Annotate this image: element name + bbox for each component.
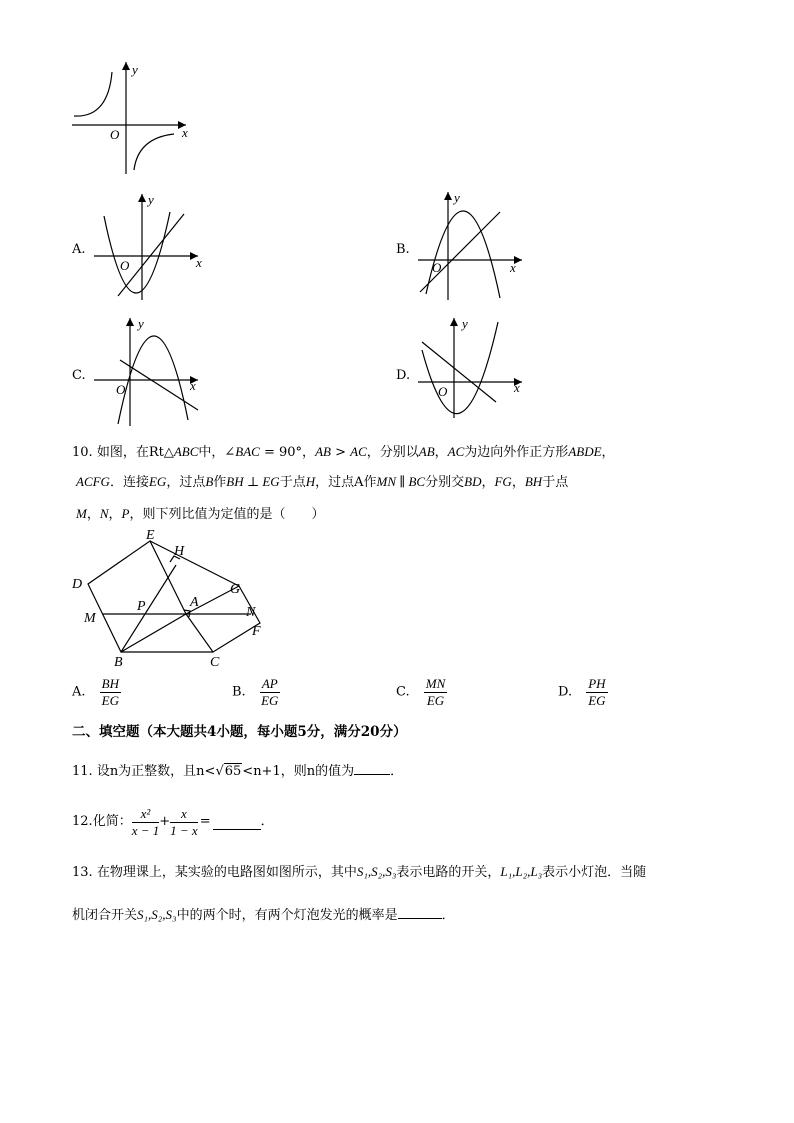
q10-option-a[interactable]: A. $\frac{BH}{EG}$ [72,676,120,708]
q10-option-d[interactable]: D. $\frac{PH}{EG}$ [558,676,606,708]
option-b-label: B. [396,242,410,257]
svg-text:B: B [114,655,123,670]
svg-text:x: x [514,380,520,395]
q10-geometry-figure [66,528,286,676]
q10-line-1: 10. 如图，在Rt△ABC中，∠BAC = 90°，AB > AC，分别以AB，AC为边向外作正方形ABDE， [72,444,615,460]
svg-text:y: y [138,316,144,331]
svg-text:D: D [72,577,83,592]
option-c-graph [88,312,208,430]
y-axis-label: y [132,62,138,77]
svg-text:x: x [190,378,196,393]
q12: 12. 化简： $\frac{\text{x²}}{x - 1}$ + $\frac{x}{1 - x}$ = ． [72,805,274,838]
q11: 11. 设n为正整数，且n<√65<n+1，则n的值为 ． [72,760,403,782]
q13-line-1: 13. 在物理课上，某实验的电路图如图所示，其中S₁,S₂,S₃表示电路的开关，L₁,L₂,L₃表示小灯泡．当随 [72,864,647,880]
origin-label: O [110,127,120,142]
svg-text:y: y [454,190,460,205]
option-a-label: A. [72,242,86,257]
svg-text:G: G [230,582,241,597]
q10-line-2: ACFG．连接EG，过点B作BH ⊥ EG于点H，过点A作MN ∥ BC分别交BD，FG，BH于点 [76,474,569,490]
option-c-label: C. [72,368,86,383]
svg-text:P: P [137,599,146,614]
q12-answer-blank[interactable] [213,815,261,830]
svg-text:O: O [116,382,126,397]
svg-text:F: F [252,624,261,639]
svg-text:O: O [120,258,130,273]
svg-text:y: y [462,316,468,331]
svg-text:x: x [196,255,202,270]
x-axis-label: x [182,125,188,140]
svg-text:y: y [148,192,154,207]
svg-text:M: M [84,611,96,626]
option-d-label: D. [396,368,411,383]
q10-line-3: M，N，P，则下列比值为定值的是（ ） [76,506,325,522]
svg-text:A: A [190,595,199,610]
sqrt-symbol: √ [215,764,224,779]
q13-answer-blank[interactable] [398,904,442,919]
option-b-graph [412,186,532,304]
svg-text:H: H [174,544,185,559]
q11-answer-blank[interactable] [354,760,390,775]
option-d-graph [412,312,532,422]
q10-option-b[interactable]: B. $\frac{AP}{EG}$ [232,676,279,708]
hyperbola-graph [64,58,204,178]
svg-text:O: O [432,260,442,275]
svg-text:C: C [210,655,220,670]
svg-text:E: E [146,528,155,543]
svg-text:O: O [438,384,448,399]
svg-text:N: N [246,605,256,620]
q10-option-c[interactable]: C. $\frac{MN}{EG}$ [396,676,446,708]
svg-text:x: x [510,260,516,275]
section-heading: 二、填空题（本大题共4小题，每小题5分，满分20分） [72,724,407,740]
option-a-graph [88,188,208,303]
q13-line-2: 机闭合开关S₁,S₂,S₃中的两个时，有两个灯泡发光的概率是 ． [72,904,455,926]
